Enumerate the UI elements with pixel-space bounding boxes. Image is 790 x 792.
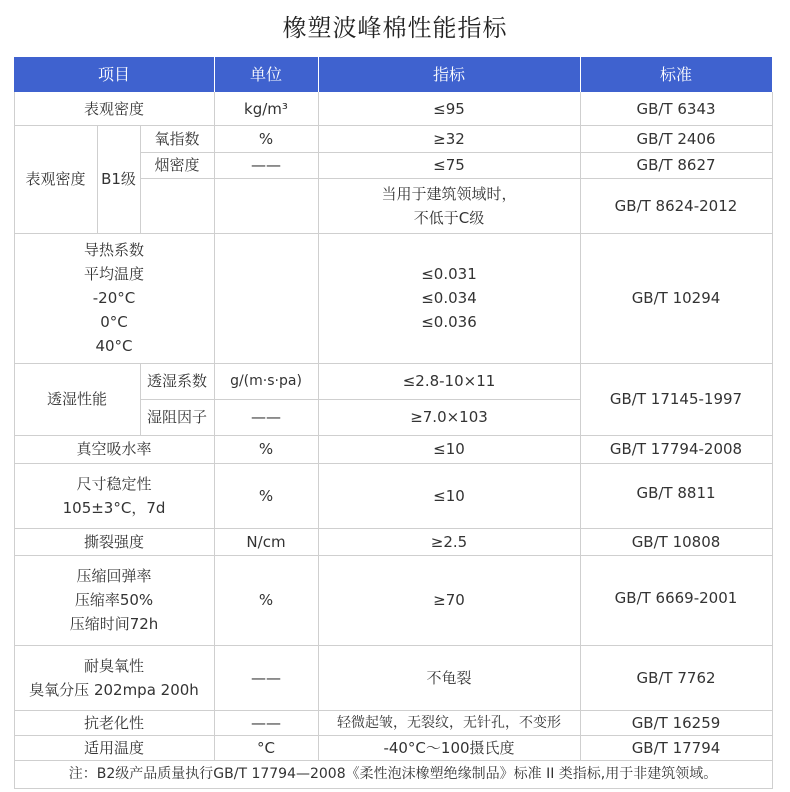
flame-group-label: 表观密度 [25,170,86,188]
thermal-item-line: 40°C [95,337,133,355]
density-item: 表观密度 [83,99,144,118]
moisture-coef-item: 透湿系数 [146,372,207,390]
ozone-standard: GB/T 7762 [636,668,716,687]
building-index [318,178,580,233]
compression-unit: % [258,591,274,609]
header-standard: 标准 [580,57,772,92]
temperature-index: -40°C～100摄氏度 [383,738,515,757]
thermal-index-line: ≤0.036 [421,313,477,331]
thermal-item [14,233,214,363]
thermal-index-line: ≤0.031 [421,265,477,283]
moisture-coef-index: ≤2.8-10×11 [402,372,496,390]
aging-unit: —— [251,713,281,732]
oxygen-index: ≥32 [433,129,465,148]
moisture-resist-index: ≥7.0×103 [410,408,488,426]
dimension-index: ≤10 [433,486,465,505]
thermal-item-line: -20°C [92,289,136,307]
tear-item: 撕裂强度 [83,532,144,551]
compression-item-line: 压缩时间72h [69,615,159,633]
header-index: 指标 [318,57,580,92]
moisture-resist-item: 湿阻因子 [146,408,207,426]
ozone-index: 不龟裂 [426,668,472,687]
compression-item-line: 压缩率50% [74,591,154,609]
ozone-item-line: 臭氧分压 202mpa 200h [29,680,199,699]
flame-grade-label: B1级 [101,170,136,188]
building-index-line: 不低于C级 [413,208,485,227]
thermal-item-line: 0°C [100,313,128,331]
dimension-unit: % [258,486,274,505]
aging-index: 轻微起皱，无裂纹，无针孔，不变形 [337,714,561,731]
dimension-standard: GB/T 8811 [636,484,716,502]
temperature-standard: GB/T 17794 [631,738,721,757]
header-unit: 单位 [214,57,318,92]
temperature-unit: °C [257,738,275,757]
dimension-item [14,463,214,528]
building-standard: GB/T 8624-2012 [614,196,738,215]
smoke-item: 烟密度 [154,156,200,174]
tear-index: ≥2.5 [430,532,468,551]
moisture-standard: GB/T 17145-1997 [609,390,743,408]
thermal-standard: GB/T 10294 [631,289,721,307]
footnote: 注：B2级产品质量执行GB/T 17794—2008《柔性泡沫橡塑绝缘制品》标准 II 类指标,用于非建筑领域。 [68,766,718,782]
thermal-item-line: 平均温度 [83,265,144,283]
aging-item: 抗老化性 [83,713,144,732]
vacuum-unit: % [258,440,274,458]
building-index-line: 当用于建筑领域时， [381,184,517,203]
compression-standard: GB/T 6669-2001 [614,588,738,607]
vacuum-item: 真空吸水率 [76,440,152,458]
header-divider [214,57,215,92]
header-item: 项目 [14,57,214,92]
aging-standard: GB/T 16259 [631,713,721,732]
thermal-item-line: 导热系数 [83,241,144,259]
header-divider [318,57,319,92]
compression-index: ≥70 [433,591,465,609]
compression-item [14,555,214,645]
vacuum-standard: GB/T 17794-2008 [609,440,743,458]
smoke-index: ≤75 [433,156,465,174]
page-title: 橡塑波峰棉性能指标 [282,14,508,42]
compression-item-line: 压缩回弹率 [76,567,152,585]
oxygen-standard: GB/T 2406 [636,129,716,148]
tear-standard: GB/T 10808 [631,532,721,551]
thermal-index [318,233,580,363]
ozone-unit: —— [251,668,281,687]
tear-unit: N/cm [246,532,286,551]
smoke-unit: —— [251,156,281,174]
dimension-item-line: 105±3°C，7d [62,498,166,517]
grid-line [14,788,773,789]
thermal-index-line: ≤0.034 [421,289,477,307]
oxygen-item: 氧指数 [154,129,200,148]
vacuum-index: ≤10 [433,440,465,458]
temperature-item: 适用温度 [83,738,144,757]
ozone-item-line: 耐臭氧性 [83,656,144,675]
moisture-resist-unit: —— [251,408,281,426]
grid-line [772,92,773,789]
smoke-standard: GB/T 8627 [636,156,716,174]
density-index: ≤95 [433,99,465,118]
ozone-item [14,645,214,710]
density-standard: GB/T 6343 [636,99,716,118]
header-divider [580,57,581,92]
moisture-coef-unit: g/(m·s·pa) [230,373,302,389]
moisture-group-label: 透湿性能 [46,390,107,408]
dimension-item-line: 尺寸稳定性 [76,474,152,493]
oxygen-unit: % [258,129,274,148]
density-unit: kg/m³ [244,99,288,118]
